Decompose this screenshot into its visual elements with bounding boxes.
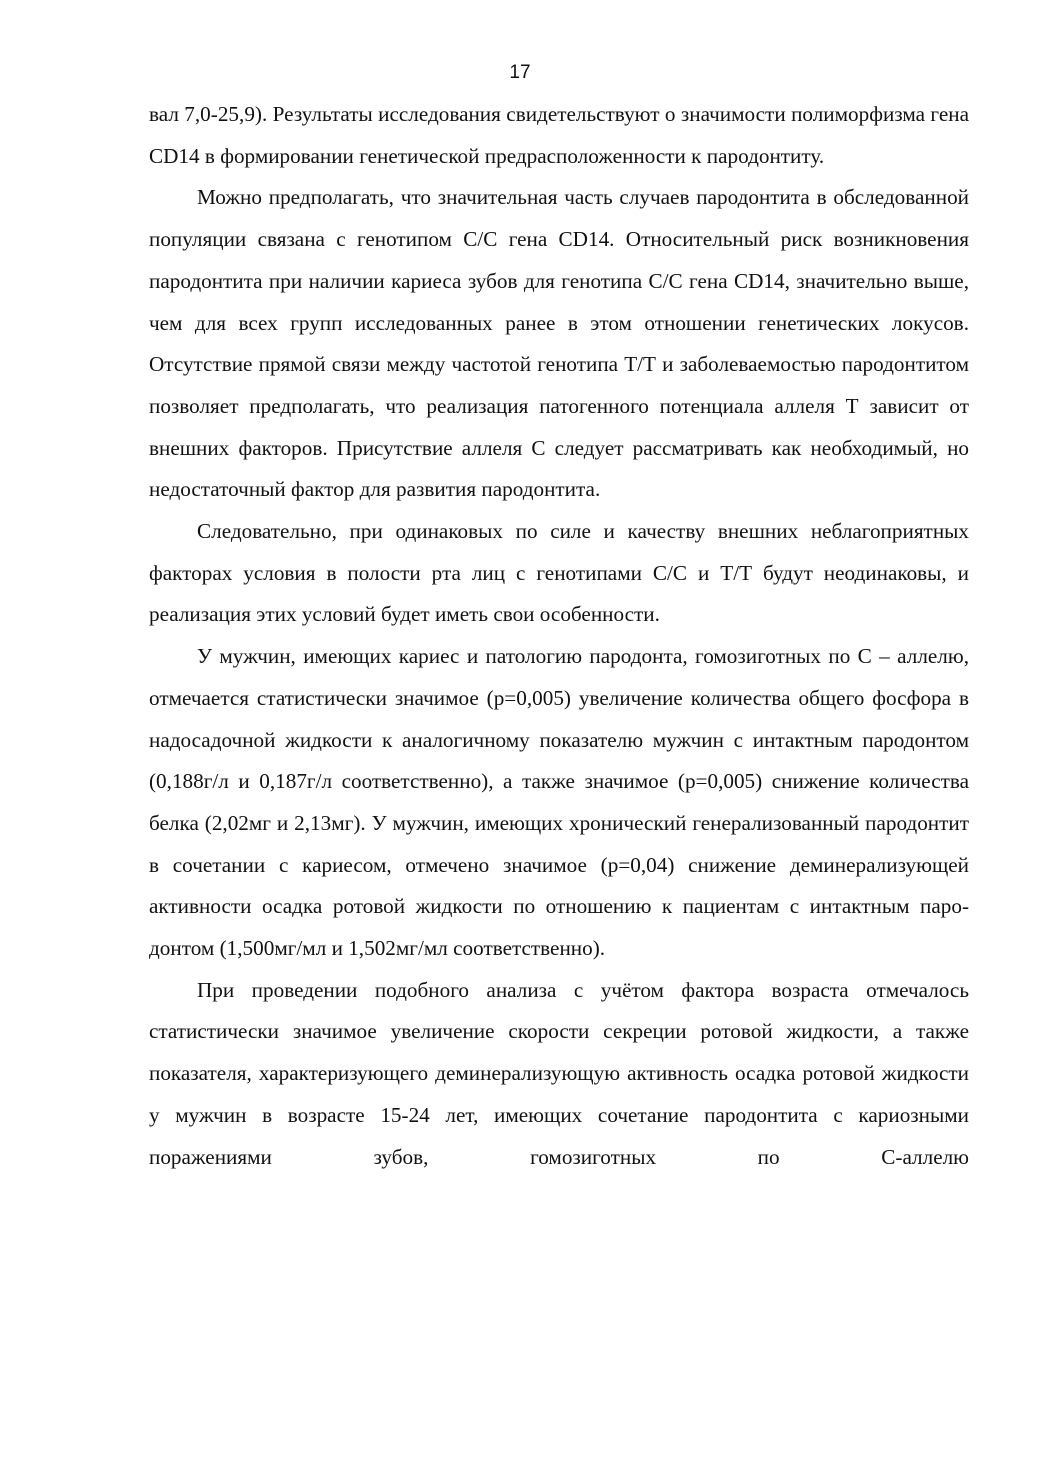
page-number: 17 xyxy=(509,62,531,83)
paragraph-age-analysis: При проведении подобного анализа с учётом фактора возраста отмечалось статистически значимое увеличение скорости секреции ротовой жидкости, а также показателя, характеризующего деминерализующую активность осадка ротовой жидкости у мужчин в возрасте 15-24 лет, имеющих сочетание пародонтита с кариозными поражениями зубов, гомозиготных по С-аллелю xyxy=(149,977,969,1169)
paragraph-men-findings: У мужчин, имеющих кариес и патологию пародонта, гомозиготных по С – аллелю, отмечается статистически значимое (р=0,005) увеличение количества общего фосфора в надосадочной жидкости к аналогичному показателю мужчин с интактным пародонтом (0,188г/л и 0,187г/л соответственно), а также значимое (р=0,005) снижение количества белка (2,02мг и 2,13мг). У мужчин, имеющих хронический генерализованный пародонтит в сочетании с кариесом, отмечено значимое (р=0,04) снижение деминерализующей активности осадка ротовой жидкости по отношению к пациентам с интактным пародонтом (1,500мг/мл и 1,502мг/мл соответственно). xyxy=(149,644,969,961)
body-text xyxy=(149,94,969,1178)
paragraph-genotype-risk: Можно предполагать, что значительная часть случаев пародонтита в обследованной популяции связана с генотипом С/С гена CD14. Относительный риск возникновения пародонтита при наличии кариеса зубов для генотипа С/С гена CD14, значительно выше, чем для всех групп исследованных ранее в этом отношении генетических локусов. Отсутствие прямой связи между частотой генотипа Т/Т и заболеваемостью пародонтитом позволяет предполагать, что реализация патогенного потенциала аллеля Т зависит от внешних факторов. Присутствие аллеля С следует рассматривать как необходимый, но недостаточный фактор для развития пародонтита. xyxy=(149,185,969,502)
paragraph-conditions: Следовательно, при одинаковых по силе и качеству внешних неблагоприятных факторах условия в полости рта лиц с генотипами С/С и Т/Т будут неодинаковы, и реализация этих условий будет иметь свои особенности. xyxy=(149,519,969,627)
paragraph-continuation: вал 7,0-25,9). Результаты исследования свидетельствуют о значимости полиморфизма гена CD14 в формировании генетической предрасположенности к пародонтиту. xyxy=(149,102,969,168)
